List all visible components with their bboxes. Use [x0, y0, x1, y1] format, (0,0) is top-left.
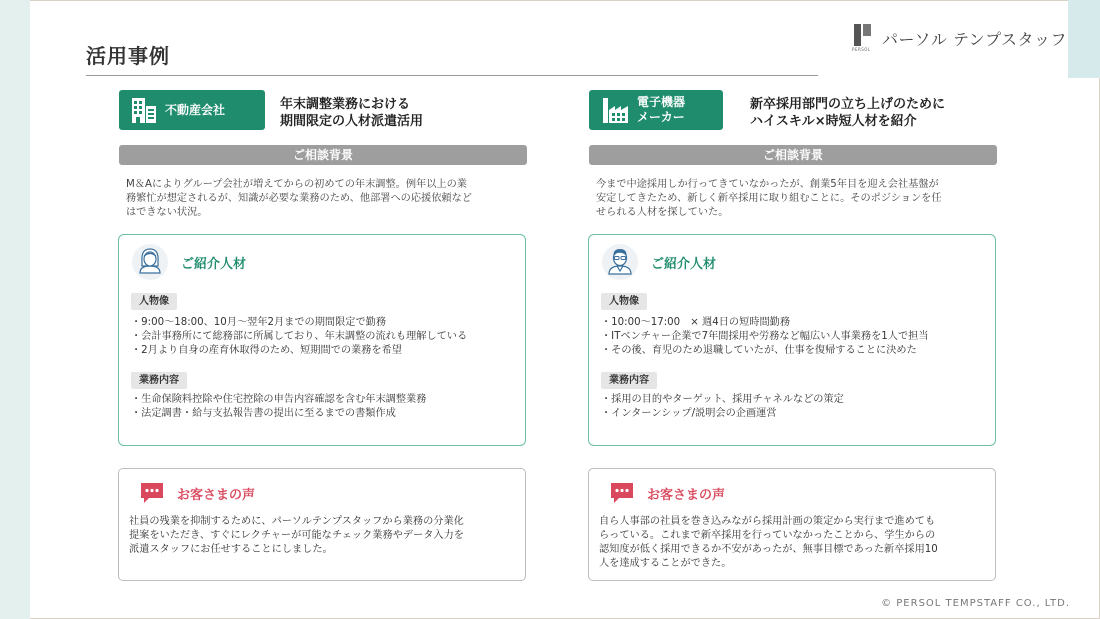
- profile-tag: 人物像: [601, 293, 647, 310]
- right-accent-bar: [1068, 0, 1100, 78]
- factory-icon: [601, 96, 629, 124]
- company-row: [116, 88, 528, 132]
- copyright: © PERSOL TEMPSTAFF CO., LTD.: [881, 598, 1070, 609]
- talent-box: [118, 234, 526, 446]
- persol-logo-mark-icon: PERSOL: [852, 24, 874, 52]
- work-list: [131, 393, 521, 421]
- talent-box: [588, 234, 996, 446]
- profile-tag: 人物像: [131, 293, 177, 310]
- list-item: ・2月より自身の産育休取得のため、短期間での業務を希望: [131, 345, 402, 356]
- talent-header: [131, 243, 246, 281]
- customer-voice-box: [588, 468, 996, 581]
- list-item: ・9:00～18:00、10月～翌年2月までの期間限定で勤務: [131, 317, 387, 328]
- female-person-icon: [131, 243, 169, 281]
- talent-header: [601, 243, 716, 281]
- profile-list: [601, 316, 991, 358]
- page-title: 活用事例: [86, 44, 170, 68]
- company-logo: [852, 24, 1067, 52]
- voice-header: [139, 481, 255, 505]
- title-underline: [86, 75, 818, 76]
- list-item: ・その後、育児のため退職していたが、仕事を復帰することに決めた: [601, 345, 917, 356]
- voice-header: [609, 481, 725, 505]
- background-section-bar: ご相談背景: [589, 145, 997, 165]
- left-accent-bar: [0, 0, 30, 619]
- profile-list: [131, 316, 521, 358]
- case-headline: 新卒採用部門の立ち上げのために ハイスキル×時短人材を紹介: [750, 97, 946, 129]
- background-text: M＆Aによりグループ会社が増えてからの初めての年末調整。例年以上の業 務繁忙が想定されるが、知識が必要な業務のため、他部署への応援依頼など はできない状況。: [126, 179, 472, 218]
- list-item: ・生命保険料控除や住宅控除の申告内容確認を含む年末調整業務: [131, 394, 427, 405]
- work-tag: 業務内容: [601, 372, 657, 389]
- company-badge: [119, 90, 265, 130]
- building-icon: [131, 96, 157, 124]
- voice-text: 社員の残業を抑制するために、パーソルテンプスタッフから業務の分業化 提案をいただき、すぐにレクチャーが可能なチェック業務やデータ入力を 派遣スタッフにお任せすることにしました。: [129, 516, 464, 555]
- voice-title: お客さまの声: [647, 487, 726, 503]
- logo-text: パーソル テンプスタッフ: [882, 29, 1068, 49]
- list-item: ・インターンシップ/説明会の企画運営: [601, 408, 777, 419]
- speech-bubble-icon: [139, 481, 165, 505]
- talent-title: ご紹介人材: [181, 256, 247, 272]
- work-tag: 業務内容: [131, 372, 187, 389]
- list-item: ・法定調書・給与支払報告書の提出に至るまでの書類作成: [131, 408, 396, 419]
- work-list: [601, 393, 991, 421]
- customer-voice-box: [118, 468, 526, 581]
- company-label: 電子機器 メーカー: [637, 95, 686, 124]
- list-item: ・会計事務所にて総務部に所属しており、年末調整の流れも理解している: [131, 331, 468, 342]
- company-badge: [589, 90, 723, 130]
- company-label: 不動産会社: [165, 102, 226, 117]
- talent-title: ご紹介人材: [651, 256, 717, 272]
- background-section-bar: ご相談背景: [119, 145, 527, 165]
- voice-title: お客さまの声: [177, 487, 256, 503]
- speech-bubble-icon: [609, 481, 635, 505]
- company-row: [586, 88, 998, 132]
- list-item: ・10:00～17:00 × 週4日の短時間勤務: [601, 317, 791, 328]
- case-card-real-estate: [116, 88, 528, 555]
- voice-text: 自ら人事部の社員を巻き込みながら採用計画の策定から実行まで進めても らっている。これまで新卒採用を行っていなかったことから、学生からの 認知度が低く採用できるか不安があったが、無事目標であった新卒採用10 人を達成することができた。: [599, 516, 938, 569]
- background-text: 今まで中途採用しか行ってきていなかったが、創業5年目を迎え会社基盤が 安定してきたため、新しく新卒採用に取り組むことに。そのポジションを任 せられる人材を探していた。: [596, 179, 942, 218]
- male-person-icon: [601, 243, 639, 281]
- case-card-electronics: [586, 88, 998, 569]
- list-item: ・採用の目的やターゲット、採用チャネルなどの策定: [601, 394, 844, 405]
- case-headline: 年末調整業務における 期間限定の人材派遣活用: [280, 97, 424, 129]
- list-item: ・ITベンチャー企業で7年間採用や労務など幅広い人事業務を1人で担当: [601, 331, 929, 342]
